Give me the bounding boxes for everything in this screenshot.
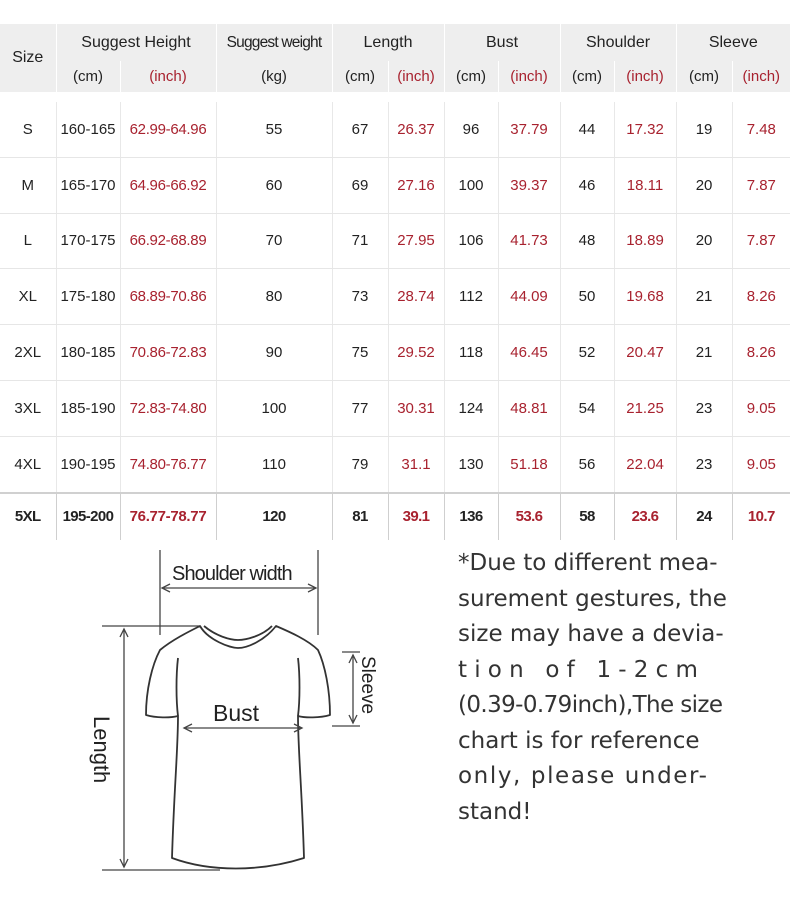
bust-inch-cell: 53.6 xyxy=(498,493,560,540)
header-size: Size xyxy=(0,24,56,92)
height-inch-cell: 66.92-68.89 xyxy=(120,213,216,269)
sleeve-cm-cell: 20 xyxy=(676,157,732,213)
shoulder-inch-cell: 20.47 xyxy=(614,325,676,381)
table-row xyxy=(0,493,790,540)
length-inch-cell: 31.1 xyxy=(388,436,444,492)
unit-sleeve-cm: (cm) xyxy=(676,61,732,92)
shoulder-cm-cell: 56 xyxy=(560,436,614,492)
bust-inch-cell: 41.73 xyxy=(498,213,560,269)
note-line: surement gestures, the xyxy=(458,585,727,612)
height-cm-cell: 185-190 xyxy=(56,380,120,436)
unit-sleeve-inch: (inch) xyxy=(732,61,790,92)
height-inch-cell: 72.83-74.80 xyxy=(120,380,216,436)
shoulder-inch-cell: 21.25 xyxy=(614,380,676,436)
length-cm-cell: 81 xyxy=(332,493,388,540)
shoulder-inch-cell: 23.6 xyxy=(614,493,676,540)
length-inch-cell: 26.37 xyxy=(388,102,444,157)
sleeve-inch-cell: 8.26 xyxy=(732,325,790,381)
sleeve-cm-cell: 24 xyxy=(676,493,732,540)
sleeve-cm-cell: 20 xyxy=(676,213,732,269)
weight-kg-cell: 100 xyxy=(216,380,332,436)
bust-inch-cell: 44.09 xyxy=(498,269,560,325)
bust-cm-cell: 100 xyxy=(444,157,498,213)
unit-weight-kg: (kg) xyxy=(216,61,332,92)
note-line: *Due to different mea- xyxy=(458,550,718,576)
unit-length-cm: (cm) xyxy=(332,61,388,92)
unit-bust-cm: (cm) xyxy=(444,61,498,92)
shoulder-inch-cell: 18.11 xyxy=(614,157,676,213)
sleeve-label: Sleeve xyxy=(357,656,378,715)
sleeve-inch-cell: 9.05 xyxy=(732,380,790,436)
note-line: only, please under- xyxy=(458,763,709,789)
bust-inch-cell: 48.81 xyxy=(498,380,560,436)
size-cell: 5XL xyxy=(0,493,56,540)
size-cell: M xyxy=(0,157,56,213)
weight-kg-cell: 110 xyxy=(216,436,332,492)
bust-inch-cell: 46.45 xyxy=(498,325,560,381)
unit-height-cm: (cm) xyxy=(56,61,120,92)
size-chart-table xyxy=(0,24,800,540)
shoulder-cm-cell: 54 xyxy=(560,380,614,436)
shoulder-cm-cell: 46 xyxy=(560,157,614,213)
shoulder-width-label: Shoulder width xyxy=(172,563,292,585)
length-inch-cell: 27.95 xyxy=(388,213,444,269)
sleeve-inch-cell: 9.05 xyxy=(732,436,790,492)
bust-cm-cell: 112 xyxy=(444,269,498,325)
length-measure xyxy=(102,626,220,870)
height-cm-cell: 180-185 xyxy=(56,325,120,381)
table-row xyxy=(0,436,790,492)
weight-kg-cell: 120 xyxy=(216,493,332,540)
height-inch-cell: 68.89-70.86 xyxy=(120,269,216,325)
length-cm-cell: 75 xyxy=(332,325,388,381)
sleeve-inch-cell: 8.26 xyxy=(732,269,790,325)
sleeve-measure xyxy=(332,652,360,726)
weight-kg-cell: 55 xyxy=(216,102,332,157)
shoulder-cm-cell: 44 xyxy=(560,102,614,157)
tshirt-diagram xyxy=(80,540,410,885)
bust-inch-cell: 37.79 xyxy=(498,102,560,157)
unit-length-inch: (inch) xyxy=(388,61,444,92)
shoulder-inch-cell: 22.04 xyxy=(614,436,676,492)
height-inch-cell: 62.99-64.96 xyxy=(120,102,216,157)
header-suggest-height: Suggest Height xyxy=(56,24,216,61)
weight-kg-cell: 80 xyxy=(216,269,332,325)
length-inch-cell: 29.52 xyxy=(388,325,444,381)
sleeve-cm-cell: 19 xyxy=(676,102,732,157)
table-row xyxy=(0,213,790,269)
table-row xyxy=(0,102,790,157)
weight-kg-cell: 90 xyxy=(216,325,332,381)
size-rows xyxy=(0,102,790,540)
shoulder-cm-cell: 48 xyxy=(560,213,614,269)
note-line: size may have a devia- xyxy=(458,621,724,647)
bust-cm-cell: 106 xyxy=(444,213,498,269)
table-row xyxy=(0,380,790,436)
sleeve-inch-cell: 7.87 xyxy=(732,157,790,213)
measurement-disclaimer xyxy=(458,546,758,830)
size-cell: 4XL xyxy=(0,436,56,492)
note-line: stand! xyxy=(458,798,532,825)
length-inch-cell: 27.16 xyxy=(388,157,444,213)
size-cell: 2XL xyxy=(0,325,56,381)
size-cell: S xyxy=(0,102,56,157)
note-line: (0.39-0.79inch),The size xyxy=(458,692,723,718)
sleeve-inch-cell: 7.87 xyxy=(732,213,790,269)
header-suggest-weight: Suggest weight xyxy=(216,24,332,61)
height-cm-cell: 165-170 xyxy=(56,157,120,213)
header-shoulder: Shoulder xyxy=(560,24,676,61)
sleeve-inch-cell: 7.48 xyxy=(732,102,790,157)
height-cm-cell: 195-200 xyxy=(56,493,120,540)
table-row xyxy=(0,157,790,213)
unit-shoulder-cm: (cm) xyxy=(560,61,614,92)
height-inch-cell: 64.96-66.92 xyxy=(120,157,216,213)
header-bust: Bust xyxy=(444,24,560,61)
length-label: Length xyxy=(89,716,114,784)
bust-inch-cell: 51.18 xyxy=(498,436,560,492)
length-cm-cell: 71 xyxy=(332,213,388,269)
length-inch-cell: 39.1 xyxy=(388,493,444,540)
shoulder-inch-cell: 17.32 xyxy=(614,102,676,157)
height-cm-cell: 160-165 xyxy=(56,102,120,157)
bust-cm-cell: 136 xyxy=(444,493,498,540)
size-cell: XL xyxy=(0,269,56,325)
weight-kg-cell: 60 xyxy=(216,157,332,213)
bust-cm-cell: 118 xyxy=(444,325,498,381)
sleeve-cm-cell: 21 xyxy=(676,325,732,381)
table-row xyxy=(0,325,790,381)
table-row xyxy=(0,269,790,325)
shoulder-inch-cell: 18.89 xyxy=(614,213,676,269)
bust-cm-cell: 124 xyxy=(444,380,498,436)
sleeve-cm-cell: 21 xyxy=(676,269,732,325)
length-cm-cell: 73 xyxy=(332,269,388,325)
header-sleeve: Sleeve xyxy=(676,24,790,61)
bust-label: Bust xyxy=(213,700,260,726)
unit-height-inch: (inch) xyxy=(120,61,216,92)
size-cell: L xyxy=(0,213,56,269)
sleeve-inch-cell: 10.7 xyxy=(732,493,790,540)
length-inch-cell: 28.74 xyxy=(388,269,444,325)
length-cm-cell: 79 xyxy=(332,436,388,492)
sleeve-cm-cell: 23 xyxy=(676,436,732,492)
tshirt-outline xyxy=(146,626,330,869)
height-inch-cell: 74.80-76.77 xyxy=(120,436,216,492)
height-inch-cell: 76.77-78.77 xyxy=(120,493,216,540)
note-line: chart is for reference xyxy=(458,727,700,754)
length-cm-cell: 69 xyxy=(332,157,388,213)
length-cm-cell: 67 xyxy=(332,102,388,157)
header-length: Length xyxy=(332,24,444,61)
bust-cm-cell: 96 xyxy=(444,102,498,157)
height-inch-cell: 70.86-72.83 xyxy=(120,325,216,381)
length-cm-cell: 77 xyxy=(332,380,388,436)
bust-cm-cell: 130 xyxy=(444,436,498,492)
weight-kg-cell: 70 xyxy=(216,213,332,269)
height-cm-cell: 170-175 xyxy=(56,213,120,269)
unit-shoulder-inch: (inch) xyxy=(614,61,676,92)
shoulder-inch-cell: 19.68 xyxy=(614,269,676,325)
height-cm-cell: 175-180 xyxy=(56,269,120,325)
height-cm-cell: 190-195 xyxy=(56,436,120,492)
size-cell: 3XL xyxy=(0,380,56,436)
note-line: tion of 1-2cm xyxy=(458,656,706,683)
shoulder-cm-cell: 58 xyxy=(560,493,614,540)
unit-bust-inch: (inch) xyxy=(498,61,560,92)
shoulder-cm-cell: 52 xyxy=(560,325,614,381)
sleeve-cm-cell: 23 xyxy=(676,380,732,436)
length-inch-cell: 30.31 xyxy=(388,380,444,436)
bust-inch-cell: 39.37 xyxy=(498,157,560,213)
shoulder-cm-cell: 50 xyxy=(560,269,614,325)
